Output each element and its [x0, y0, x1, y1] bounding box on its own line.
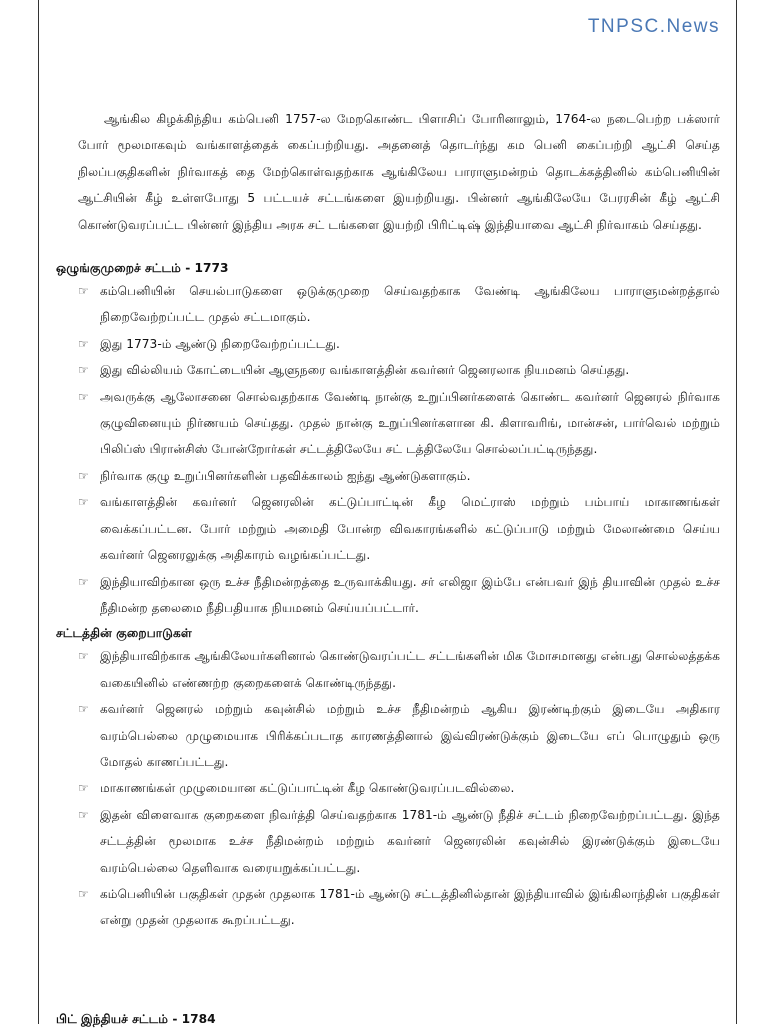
pointing-hand-icon: ☞	[78, 574, 89, 589]
intro-paragraph: ஆங்கில கிழக்கிந்திய கம்பெனி 1757-ல மேறகொண்ட பிளாசிப் போரினாலும், 1764-ல நடைபெற்ற பக்ஸார் போர் மூலமாகவும் வங்காளத்தைக் கைப்பற்றியது. அதனைத் தொடர்ந்து கம பெனி கைப்பற்றி ஆட்சி செய்த நிலப்பகுதிகளின் நிர்வாகத் தை மேற்கொள்வதற்காக ஆங்கிலேய பாராளுமன்றம் தொடக்கத்தினில் கம்பெனியின் ஆட்சியின் கீழ் உள்ளபோது 5 பட்டயச் சட்டங்களை இயற்றியது. பின்னர் ஆங்கிலேயே பேரரசின் கீழ் ஆட்சி கொண்டுவரப்பட்ட பின்னர் இந்திய அரசு சட் டங்களை இயற்றி பிரிட்டிஷ் இந்தியாவை ஆட்சி நிர்வாகம் செய்தது.	[78, 112, 720, 232]
list-item: ☞ வங்காளத்தின் கவர்னர் ஜெனரலின் கட்டுப்பாட்டின் கீழ மெட்ராஸ் மற்றும் பம்பாய் மாகாணங்கள் வைக்கப்பட்டன. போர் மற்றும் அமைதி போன்ற விவகாரங்களில் கட்டுப்பாடு மற்றும் மேலாண்மை செய்ய கவர்னர் ஜெனரலுக்கு அதிகாரம் வழங்கப்பட்டது.	[56, 489, 720, 568]
list-item: ☞ இந்தியாவிற்கான ஒரு உச்ச நீதிமன்றத்தை உருவாக்கியது. சர் எலிஜா இம்பே என்பவர் இந் தியாவின் முதல் உச்ச நீதிமன்ற தலைமை நீதிபதியாக நியமனம் செய்யப்பட்டார்.	[56, 569, 720, 622]
list-item: ☞ இந்தியாவிற்காக ஆங்கிலேயர்களினால் கொண்டுவரப்பட்ட சட்டங்களின் மிக மோசமானது என்பது சொல்லத்தக்க வகையினில் எண்ணற்ற குறைகளைக் கொண்டிருந்தது.	[56, 643, 720, 696]
document-body	[56, 106, 720, 936]
section-title-pitts-india-act: பிட் இந்தியச் சட்டம் - 1784	[56, 1012, 216, 1026]
pointing-hand-icon: ☞	[78, 363, 89, 378]
pointing-hand-icon: ☞	[78, 336, 89, 351]
pointing-hand-icon: ☞	[78, 886, 89, 901]
section-defects-list	[56, 643, 720, 933]
list-item: ☞ இது வில்லியம் கோட்டையின் ஆளுநரை வங்காளத்தின் கவர்னர் ஜெனரலாக நியமனம் செய்தது.	[56, 357, 720, 383]
list-item: ☞ அவருக்கு ஆலோசனை சொல்வதற்காக வேண்டி நான்கு உறுப்பினர்களைக் கொண்ட கவர்னர் ஜெனரல் நிர்வாக குழுவினையும் நிர்ணயம் செய்தது. முதல் நான்கு உறுப்பினர்களான கி. கிளாவரிங், மான்சன், பார்வெல் மற்றும் பிலிப்ஸ் பிரான்சிஸ் போன்றோர்கள் சட்டத்திலேயே சட் டத்திலேயே சொல்லப்பட்டிருந்தது.	[56, 384, 720, 463]
site-brand: TNPSC.News	[587, 16, 720, 37]
list-item: ☞ கவர்னர் ஜெனரல் மற்றும் கவுன்சில் மற்றும் உச்ச நீதிமன்றம் ஆகிய இரண்டிற்கும் இடையே அதிகார வரம்பெல்லை முழுமையாக பிரிக்கப்படாத காரணத்தினால் இவ்விரண்டுக்கும் இடையே எப் பொழுதும் ஒரு மோதல் காணப்பட்டது.	[56, 696, 720, 775]
section-regulating-act-list	[56, 278, 720, 621]
list-item: ☞ மாகாணங்கள் முழுமையான கட்டுப்பாட்டின் கீழ கொண்டுவரப்படவில்லை.	[56, 775, 720, 801]
pointing-hand-icon: ☞	[78, 649, 89, 664]
section-title-defects: சட்டத்தின் குறைபாடுகள்	[56, 626, 192, 641]
pointing-hand-icon: ☞	[78, 468, 89, 483]
page-border-right	[736, 0, 737, 1024]
pointing-hand-icon: ☞	[78, 284, 89, 299]
page-border-left	[38, 0, 39, 1024]
list-item: ☞ கம்பெனியின் பகுதிகள் முதன் முதலாக 1781-ம் ஆண்டு சட்டத்தினில்தான் இந்தியாவில் இங்கிலாந்தின் பகுதிகள் என்று முதன் முதலாக கூறப்பட்டது.	[56, 881, 720, 934]
list-item: ☞ நிர்வாக குழு உறுப்பினர்களின் பதவிக்காலம் ஐந்து ஆண்டுகளாகும்.	[56, 463, 720, 489]
pointing-hand-icon: ☞	[78, 781, 89, 796]
list-item: ☞ கம்பெனியின் செயல்பாடுகளை ஒடுக்குமுறை செய்வதற்காக வேண்டி ஆங்கிலேய பாராளுமன்றத்தால் நிறைவேற்றப்பட்ட முதல் சட்டமாகும்.	[56, 278, 720, 331]
list-item: ☞ இதன் விளைவாக குறைகளை நிவர்த்தி செய்வதற்காக 1781-ம் ஆண்டு நீதிச் சட்டம் நிறைவேற்றப்பட்டது. இந்த சட்டத்தின் மூலமாக உச்ச நீதிமன்றம் மற்றும் கவர்னர் ஜெனரலின் கவுன்சில் இரண்டுக்கும் இடையே வரம்பெல்லை தெளிவாக வரையறுக்கப்பட்டது.	[56, 802, 720, 881]
pointing-hand-icon: ☞	[78, 807, 89, 822]
pointing-hand-icon: ☞	[78, 702, 89, 717]
pointing-hand-icon: ☞	[78, 389, 89, 404]
pointing-hand-icon: ☞	[78, 495, 89, 510]
section-title-regulating-act: ஒழுங்குமுறைச் சட்டம் - 1773	[56, 261, 229, 276]
list-item: ☞ இது 1773-ம் ஆண்டு நிறைவேற்றப்பட்டது.	[56, 331, 720, 357]
